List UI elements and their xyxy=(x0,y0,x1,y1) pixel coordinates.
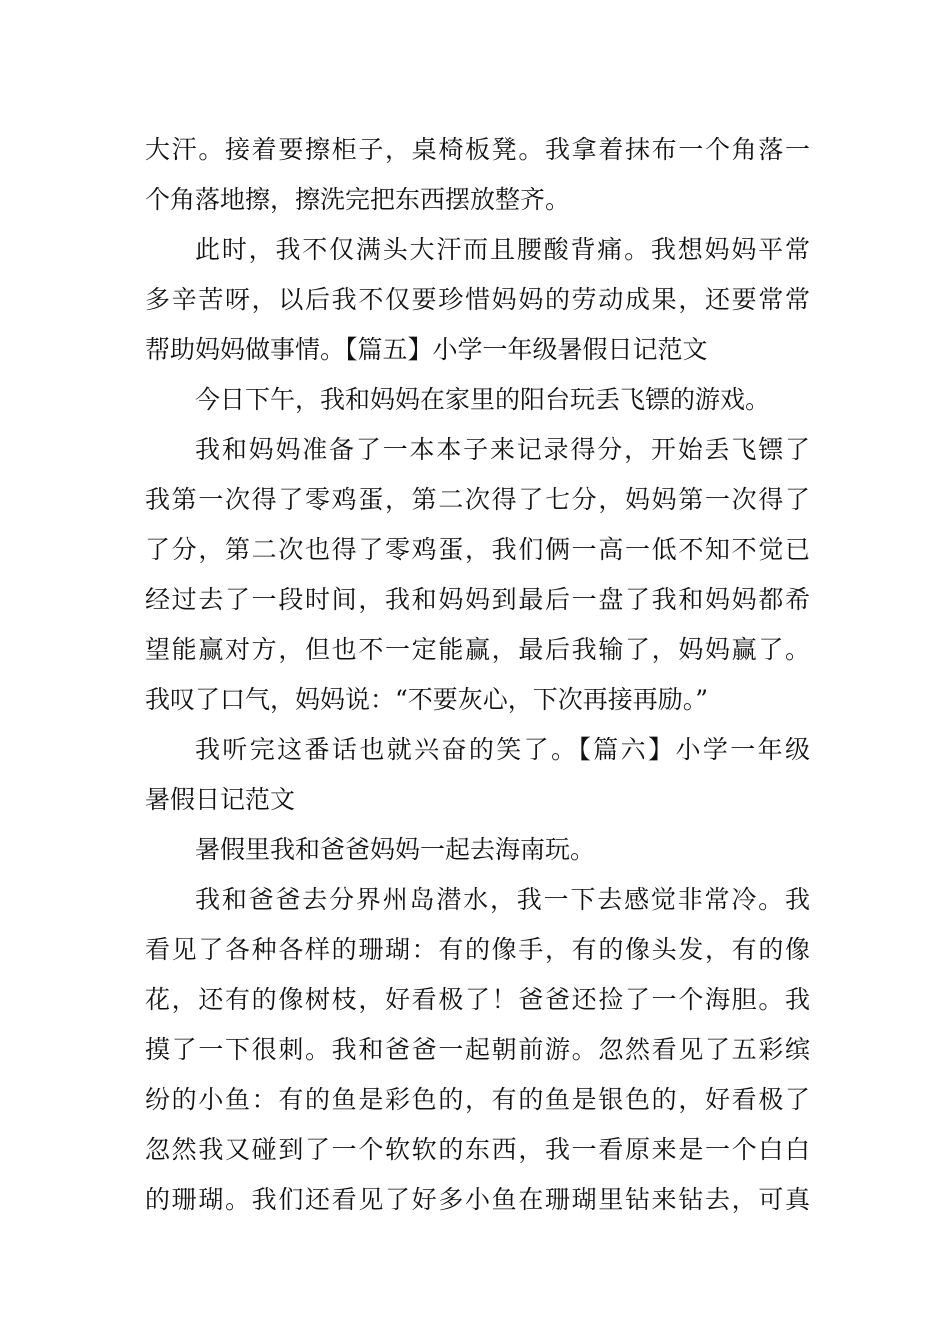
text-line: 了分，第二次也得了零鸡蛋，我们俩一高一低不知不觉已 xyxy=(145,535,810,564)
text-line: 多辛苦呀，以后我不仅要珍惜妈妈的劳动成果，还要常常 xyxy=(145,285,810,314)
text-line: 我第一次得了零鸡蛋，第二次得了七分，妈妈第一次得了 xyxy=(145,485,810,514)
text-line: 暑假里我和爸爸妈妈一起去海南玩。 xyxy=(195,835,596,864)
text-line: 的珊瑚。我们还看见了好多小鱼在珊瑚里钻来钻去，可真 xyxy=(145,1185,810,1214)
text-line: 花，还有的像树枝，好看极了！爸爸还捡了一个海胆。我 xyxy=(145,985,810,1014)
text-line: 大汗。接着要擦柜子，桌椅板凳。我拿着抹布一个角落一 xyxy=(145,135,810,164)
document-body xyxy=(145,125,810,1225)
text-line: 摸了一下很刺。我和爸爸一起朝前游。忽然看见了五彩缤 xyxy=(145,1035,810,1064)
text-line: 看见了各种各样的珊瑚：有的像手，有的像头发，有的像 xyxy=(145,935,810,964)
text-line: 我叹了口气，妈妈说：“不要灰心，下次再接再励。” xyxy=(145,685,709,714)
text-line: 我和妈妈准备了一本本子来记录得分，开始丢飞镖了 xyxy=(195,435,810,464)
text-line: 我听完这番话也就兴奋的笑了。【篇六】小学一年级 xyxy=(195,735,810,764)
text-line: 帮助妈妈做事情。【篇五】小学一年级暑假日记范文 xyxy=(145,335,708,364)
text-line: 暑假日记范文 xyxy=(145,785,296,814)
text-line: 经过去了一段时间，我和妈妈到最后一盘了我和妈妈都希 xyxy=(145,585,810,614)
text-line: 忽然我又碰到了一个软软的东西，我一看原来是一个白白 xyxy=(145,1135,810,1164)
text-line: 我和爸爸去分界州岛潜水，我一下去感觉非常冷。我 xyxy=(195,885,810,914)
text-line: 望能赢对方，但也不一定能赢，最后我输了，妈妈赢了。 xyxy=(145,635,810,664)
text-line: 个角落地擦，擦洗完把东西摆放整齐。 xyxy=(145,185,571,214)
text-line: 纷的小鱼：有的鱼是彩色的，有的鱼是银色的，好看极了 xyxy=(145,1085,810,1114)
text-line: 今日下午，我和妈妈在家里的阳台玩丢飞镖的游戏。 xyxy=(195,385,771,414)
text-line: 此时，我不仅满头大汗而且腰酸背痛。我想妈妈平常 xyxy=(195,235,810,264)
